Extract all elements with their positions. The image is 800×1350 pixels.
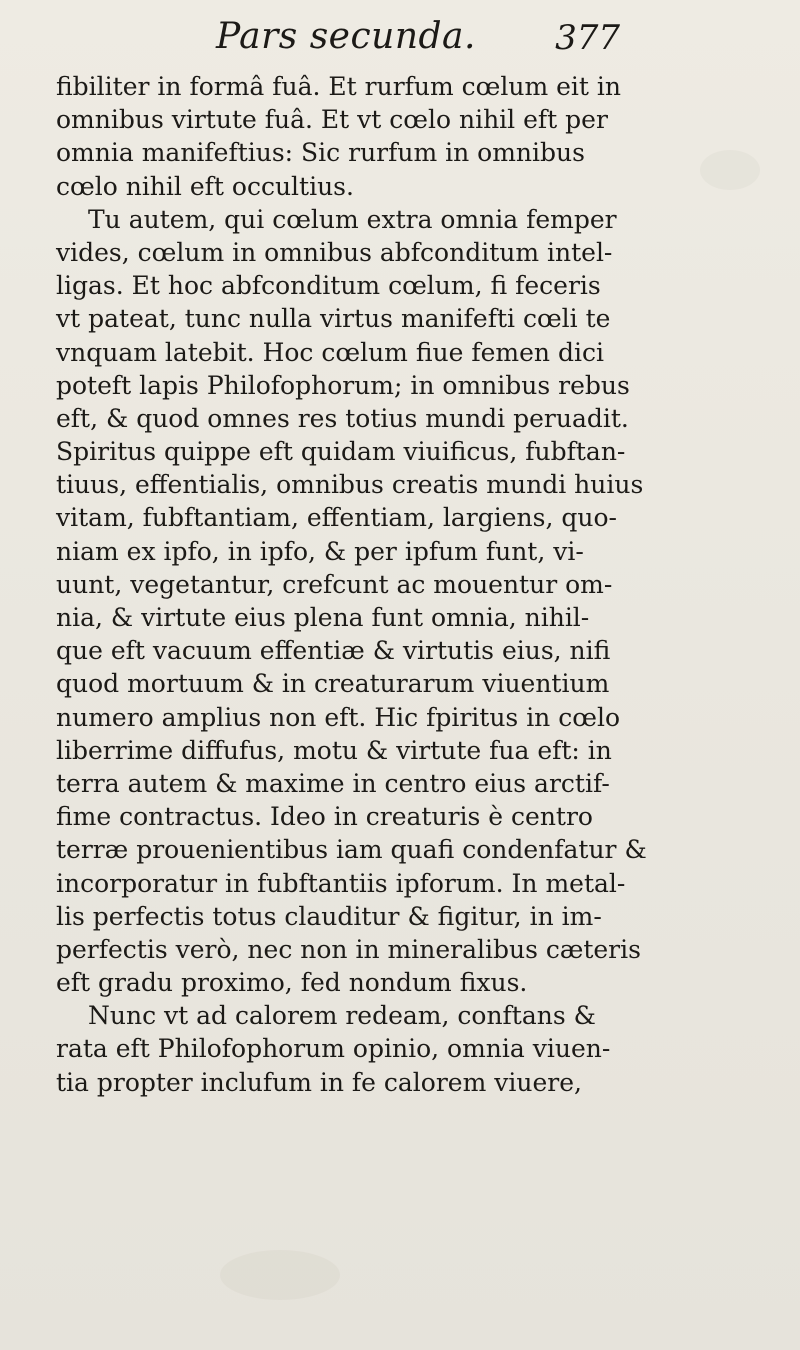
text-line: niam ex ipfo, in ipfo, & per ipfum funt, vi- [56,536,584,566]
text-line: omnia manifeftius: Sic rurfum in omnibus [56,138,585,168]
text-line: nia, & virtute eius plena funt omnia, nihil- [56,603,590,632]
text-line: incorporatur in fubftantiis ipforum. In metal- [56,868,626,898]
text-line: vt pateat, tunc nulla virtus manifefti cœli te [56,304,611,334]
text-line: numero amplius non eft. Hic fpiritus in cœlo [56,702,621,732]
running-header [200,14,620,62]
text-line: eft, & quod omnes res totius mundi peruadit. [56,403,629,433]
text-line: rata eft Philofophorum opinio, omnia viuen- [56,1034,611,1064]
text-line: liberrime diffufus, motu & virtute fua eft: in [56,735,612,765]
text-line: lis perfectis totus clauditur & figitur, in im- [56,901,602,931]
text-line: terræ prouenientibus iam quafi condenfatur & [56,835,647,865]
text-line: cœlo nihil eft occultius. [56,171,354,201]
text-line: perfectis verò, nec non in mineralibus cæteris [56,934,641,964]
running-title: Pars secunda. [216,16,476,57]
text-line: tia propter inclufum in fe calorem viuere, [56,1067,582,1097]
text-line: omnibus virtute fuâ. Et vt cœlo nihil eft per [56,105,608,135]
paper-stain [220,1250,340,1300]
text-line: tiuus, effentialis, omnibus creatis mundi huius [56,470,644,500]
text-line: que eft vacuum effentiæ & virtutis eius, nifi [56,636,611,666]
text-line: fibiliter in formâ fuâ. Et rurfum cœlum eit in [56,72,622,101]
text-line: fime contractus. Ideo in creaturis è centro [56,802,593,832]
text-line: terra autem & maxime in centro eius arctif- [56,768,610,798]
text-line: Spiritus quippe eft quidam viuificus, fubftan- [56,437,626,467]
text-line: vnquam latebit. Hoc cœlum fiue femen dici [56,337,604,367]
text-line: poteft lapis Philofophorum; in omnibus rebus [56,370,630,400]
text-line: uunt, vegetantur, crefcunt ac mouentur om- [56,569,613,599]
text-line: Nunc vt ad calorem redeam, conftans & [88,1001,596,1031]
text-line: vitam, fubftantiam, effentiam, largiens, quo- [56,503,617,533]
body-text [56,70,736,1099]
page-number: 377 [555,18,620,58]
text-line: ligas. Et hoc abfconditum cœlum, fi feceris [56,271,601,301]
text-line: eft gradu proximo, fed nondum fixus. [56,968,528,998]
text-line: Tu autem, qui cœlum extra omnia femper [88,204,617,234]
text-line: quod mortuum & in creaturarum viuentium [56,669,610,699]
text-line: vides, cœlum in omnibus abfconditum intel- [56,237,613,267]
